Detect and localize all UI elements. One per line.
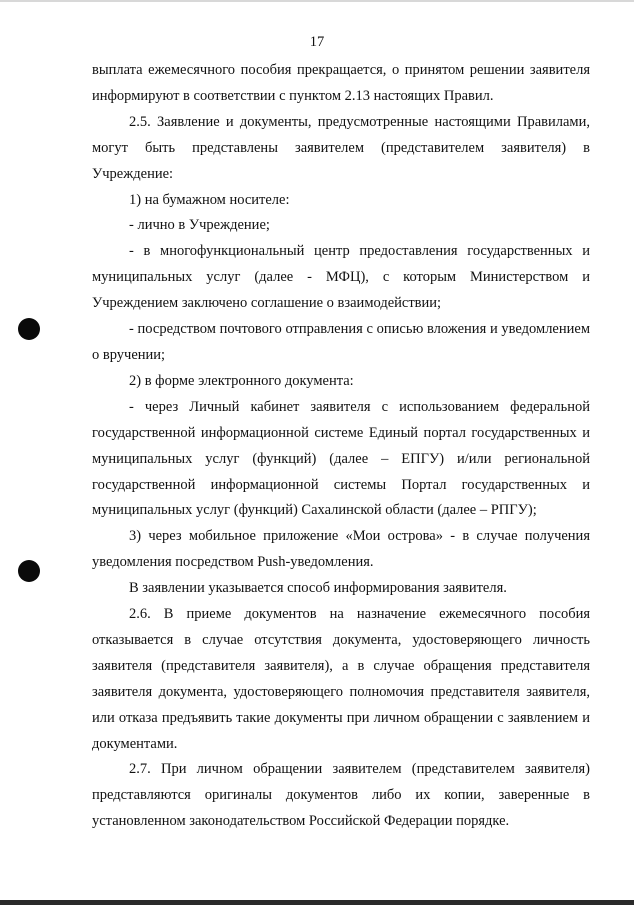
paragraph-2-6: 2.6. В приеме документов на назначение ежемесячного пособия отказывается в случае отсутствия документа, удостоверяющего личность заявителя (представителя заявителя), а в случае обращения представителя заявителя документа, удостоверяющего полномочия представителя заявителя, или отказа предъявить такие документы при личном обращении с заявлением и документами. (92, 606, 590, 752)
paragraph-continuation: выплата ежемесячного пособия прекращается, о принятом решении заявителя информируют в соответствии с пунктом 2.13 настоящих Правил. (92, 62, 590, 104)
list-item-personal-cabinet: - через Личный кабинет заявителя с использованием федеральной государственной информационной системе Единый портал государственных и муниципальных услуг (функций) (далее – ЕПГУ) и/или региональной государственной информационной системы Портал государственных и муниципальных услуг (функций) Сахалинской области (далее – РПГУ); (92, 398, 590, 519)
list-item-electronic: 2) в форме электронного документа: (129, 372, 354, 389)
list-item-in-person: - лично в Учреждение; (129, 217, 270, 234)
list-item-mfc: - в многофункциональный центр предоставления государственных и муниципальных услуг (далее - МФЦ), с которым Министерством и Учреждением заключено соглашение о взаимодействии; (92, 243, 590, 312)
document-body (92, 58, 590, 835)
paragraph-2-5: 2.5. Заявление и документы, предусмотренные настоящими Правилами, могут быть представлены заявителем (представителем заявителя) в Учреждение: (92, 113, 590, 182)
punch-hole-upper (18, 318, 40, 340)
list-item-paper: 1) на бумажном носителе: (129, 191, 290, 208)
list-item-mobile-app: 3) через мобильное приложение «Мои острова» - в случае получения уведомления посредством Push-уведомления. (92, 528, 590, 571)
paragraph-notification-method: В заявлении указывается способ информирования заявителя. (129, 580, 507, 597)
list-item-post: - посредством почтового отправления с описью вложения и уведомлением о вручении; (92, 321, 590, 363)
page-number: 17 (309, 34, 325, 50)
scan-edge-bottom (0, 900, 634, 905)
punch-hole-lower (18, 560, 40, 582)
scan-edge-top (0, 0, 634, 2)
paragraph-2-7: 2.7. При личном обращении заявителем (представителем заявителя) представляются оригиналы документов либо их копии, заверенные в установленном законодательством Российской Федерации порядке. (92, 761, 590, 830)
